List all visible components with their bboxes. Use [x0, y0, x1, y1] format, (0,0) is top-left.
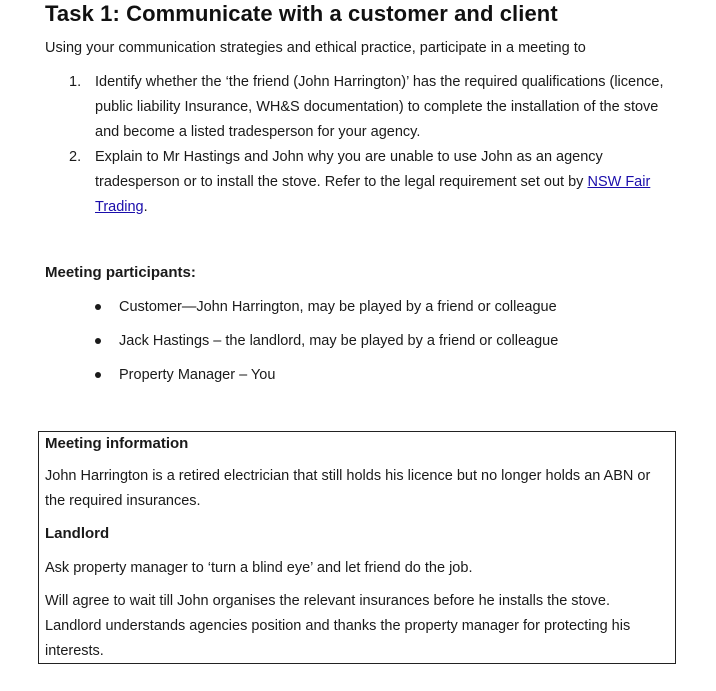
participants-heading: Meeting participants:: [45, 264, 196, 281]
bullet-icon: [95, 304, 101, 310]
participant-item: [45, 297, 558, 331]
task-text-2-end: .: [143, 199, 148, 215]
meeting-information-heading: Meeting information: [45, 435, 189, 452]
participant-item: [45, 331, 558, 365]
landlord-outcome: Will agree to wait till John organises the relevant insurances before he installs the stove. Landlord understands agencies position and thanks the property manager for protecting his interests.: [45, 593, 631, 659]
meeting-information-box: [38, 431, 676, 664]
participant-text: Property Manager – You: [119, 367, 276, 383]
task-item-1: [45, 70, 685, 145]
nsw-fair-trading-link[interactable]: NSW Fair Trading: [95, 174, 651, 215]
meeting-information-text: John Harrington is a retired electrician that still holds his licence but no longer holds an ABN or the required insurances.: [45, 468, 651, 509]
task-list: [45, 70, 685, 220]
participants-list: [45, 297, 558, 399]
task-title: Task 1: Communicate with a customer and client: [45, 1, 558, 26]
participant-text: Customer—John Harrington, may be played by a friend or colleague: [119, 299, 557, 315]
landlord-heading: Landlord: [45, 525, 110, 542]
task-number-1: 1.: [69, 74, 82, 90]
task-text-2: Explain to Mr Hastings and John why you are unable to use John as an agency tradesperson or to install the stove. Refer to the legal requirement set out by: [95, 149, 603, 190]
bullet-icon: [95, 338, 101, 344]
participant-item: [45, 365, 558, 399]
task-text-1: Identify whether the ‘the friend (John Harrington)’ has the required qualifications (licence, public liability Insurance, WH&S documentation) to complete the installation of the stove and become a listed tradesperson for your agency.: [95, 74, 664, 140]
bullet-icon: [95, 372, 101, 378]
task-number-2: 2.: [69, 149, 82, 165]
task-item-2: [45, 145, 685, 220]
participant-text: Jack Hastings – the landlord, may be played by a friend or colleague: [119, 333, 559, 349]
landlord-instruction: Ask property manager to ‘turn a blind eye’ and let friend do the job.: [45, 560, 473, 576]
task-intro: Using your communication strategies and ethical practice, participate in a meeting to: [45, 40, 586, 56]
